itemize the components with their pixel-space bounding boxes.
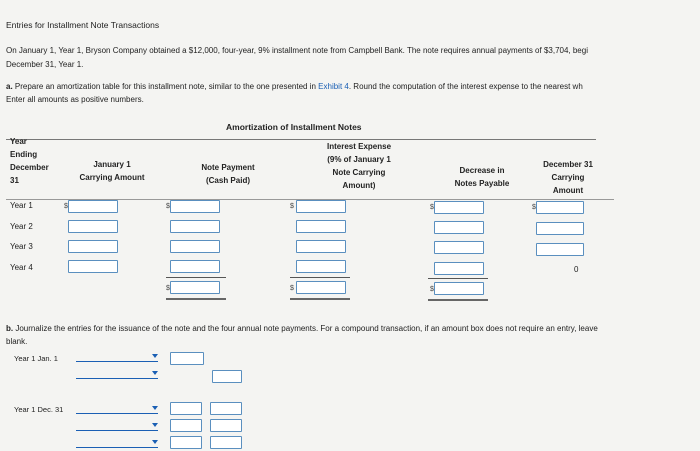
credit-input[interactable]: [212, 370, 242, 383]
part-b-instructions: [6, 322, 700, 348]
header-text: Note Payment: [201, 163, 255, 172]
header-text: Amount: [552, 186, 584, 195]
jan1-carrying-year1-input[interactable]: [68, 200, 118, 213]
header-text: Ending: [10, 150, 38, 159]
decrease-notes-year2-input[interactable]: [434, 221, 484, 234]
credit-input[interactable]: [210, 436, 242, 449]
jan1-carrying-year2-input[interactable]: [68, 220, 118, 233]
dollar-sign: $: [532, 204, 536, 211]
dollar-sign: $: [166, 203, 170, 210]
header-dec31-carrying: [518, 158, 618, 197]
page-title: Entries for Installment Note Transactions: [6, 20, 160, 30]
header-text: Year: [10, 137, 27, 146]
decrease-notes-total-input[interactable]: [434, 282, 484, 295]
chevron-down-icon: [152, 371, 158, 375]
interest-expense-year1-input[interactable]: [296, 200, 346, 213]
total-rule: [166, 277, 226, 278]
part-a-line2: Enter all amounts as positive numbers.: [6, 95, 144, 104]
debit-input[interactable]: [170, 436, 202, 449]
chevron-down-icon: [152, 406, 158, 410]
header-text: December: [10, 163, 49, 172]
row-label-year2: Year 2: [10, 222, 33, 231]
jan1-carrying-year3-input[interactable]: [68, 240, 118, 253]
chevron-down-icon: [152, 354, 158, 358]
debit-input[interactable]: [170, 402, 202, 415]
total-rule: [290, 277, 350, 278]
debit-input[interactable]: [170, 352, 204, 365]
note-payment-year1-input[interactable]: [170, 200, 220, 213]
debit-input[interactable]: [170, 419, 202, 432]
intro-line-1: On January 1, Year 1, Bryson Company obtained a $12,000, four-year, 9% installment note from Campbell Bank. The note requires annual payments of $3,704, begi: [6, 46, 588, 55]
decrease-notes-year1-input[interactable]: [434, 201, 484, 214]
row-label-year3: Year 3: [10, 242, 33, 251]
header-text: Decrease in: [459, 166, 505, 175]
part-b-label: b.: [6, 324, 14, 333]
header-text: (Cash Paid): [205, 176, 250, 185]
intro-line-2: December 31, Year 1.: [6, 60, 84, 69]
decrease-notes-year3-input[interactable]: [434, 241, 484, 254]
journal-date-dec31: Year 1 Dec. 31: [14, 405, 64, 414]
header-interest-expense: [304, 140, 414, 192]
jan1-carrying-year4-input[interactable]: [68, 260, 118, 273]
chevron-down-icon: [152, 440, 158, 444]
header-text: Carrying Amount: [79, 173, 145, 182]
table-title: Amortization of Installment Notes: [226, 122, 362, 132]
dec31-carrying-year2-input[interactable]: [536, 222, 584, 235]
dec31-carrying-year3-input[interactable]: [536, 243, 584, 256]
note-payment-total-input[interactable]: [170, 281, 220, 294]
journal-date-jan1: Year 1 Jan. 1: [14, 354, 58, 363]
dollar-sign: $: [64, 203, 68, 210]
dollar-sign: $: [290, 285, 294, 292]
credit-input[interactable]: [210, 402, 242, 415]
double-rule: [166, 298, 226, 300]
credit-input[interactable]: [210, 419, 242, 432]
double-rule: [290, 298, 350, 300]
header-text: December 31: [543, 160, 593, 169]
dollar-sign: $: [166, 285, 170, 292]
interest-expense-total-input[interactable]: [296, 281, 346, 294]
table-top-rule: [6, 139, 596, 140]
account-select[interactable]: [76, 352, 158, 362]
dec31-carrying-year4-value: 0: [574, 265, 579, 274]
note-payment-year4-input[interactable]: [170, 260, 220, 273]
part-a-text1: Prepare an amortization table for this installment note, similar to the one presented in: [12, 82, 319, 91]
account-select[interactable]: [76, 421, 158, 431]
header-text: Notes Payable: [454, 179, 510, 188]
header-text: Note Carrying: [332, 168, 386, 177]
part-b-text: Journalize the entries for the issuance of the note and the four annual note payments. For a compound transaction, if an amount box does not require an entry, leave: [13, 324, 598, 333]
total-rule: [428, 278, 488, 279]
problem-intro: [6, 44, 700, 72]
note-payment-year3-input[interactable]: [170, 240, 220, 253]
header-text: (9% of January 1: [327, 155, 391, 164]
header-text: Amount): [342, 181, 376, 190]
exhibit-link[interactable]: Exhibit 4: [318, 82, 349, 91]
header-text: Carrying: [551, 173, 585, 182]
interest-expense-year3-input[interactable]: [296, 240, 346, 253]
account-select[interactable]: [76, 369, 158, 379]
part-a-instructions: [6, 80, 700, 106]
row-label-year1: Year 1: [10, 201, 33, 210]
header-text: 31: [10, 176, 19, 185]
dollar-sign: $: [430, 286, 434, 293]
dollar-sign: $: [290, 203, 294, 210]
row-label-year4: Year 4: [10, 263, 33, 272]
header-year-ending: [10, 135, 49, 187]
part-a-label: a.: [6, 82, 13, 91]
interest-expense-year4-input[interactable]: [296, 260, 346, 273]
part-b-line2: blank.: [6, 337, 28, 346]
header-text: Interest Expense: [326, 142, 392, 151]
part-a-text2: . Round the computation of the interest expense to the nearest wh: [348, 82, 583, 91]
header-note-payment: [178, 161, 278, 187]
account-select[interactable]: [76, 438, 158, 448]
double-rule: [428, 299, 488, 301]
dec31-carrying-year1-input[interactable]: [536, 201, 584, 214]
decrease-notes-year4-input[interactable]: [434, 262, 484, 275]
header-decrease-notes: [432, 164, 532, 190]
account-select[interactable]: [76, 404, 158, 414]
header-jan1-carrying: [62, 158, 162, 184]
note-payment-year2-input[interactable]: [170, 220, 220, 233]
dollar-sign: $: [430, 204, 434, 211]
header-text: January 1: [93, 160, 131, 169]
interest-expense-year2-input[interactable]: [296, 220, 346, 233]
chevron-down-icon: [152, 423, 158, 427]
